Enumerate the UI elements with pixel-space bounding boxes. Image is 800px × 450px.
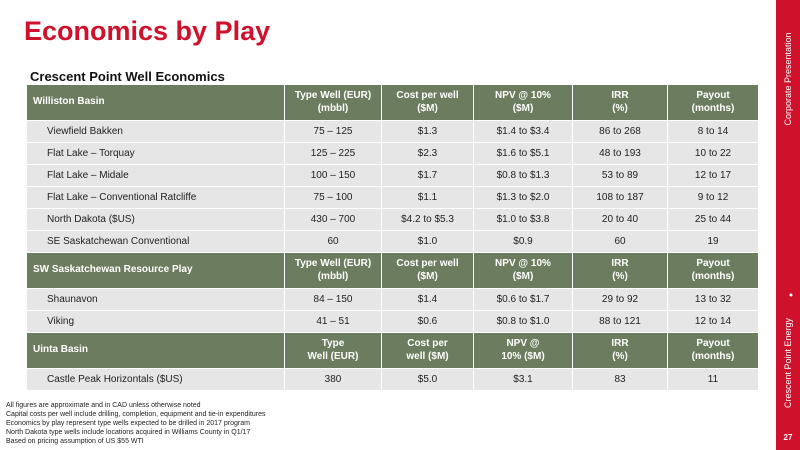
play-name-cell: Castle Peak Horizontals ($US) [27, 369, 285, 391]
value-cell: 9 to 12 [668, 187, 759, 209]
sidebar-top-text: Corporate Presentation [783, 32, 793, 126]
value-cell: 19 [668, 231, 759, 253]
slide-title: Economics by Play [24, 16, 271, 46]
column-header: Type Well (EUR) (mbbl) [285, 85, 382, 121]
value-cell: $3.1 [474, 369, 573, 391]
value-cell: 100 – 150 [285, 165, 382, 187]
value-cell: 430 – 700 [285, 209, 382, 231]
value-cell: $0.9 [474, 231, 573, 253]
value-cell: $2.3 [382, 143, 474, 165]
value-cell: 108 to 187 [573, 187, 668, 209]
value-cell: $1.3 [382, 121, 474, 143]
play-name-cell: Flat Lake – Torquay [27, 143, 285, 165]
value-cell: 88 to 121 [573, 311, 668, 333]
table-row [27, 143, 759, 165]
value-cell: $1.7 [382, 165, 474, 187]
section-header-row [27, 253, 759, 289]
column-header: Payout (months) [668, 85, 759, 121]
value-cell: $4.2 to $5.3 [382, 209, 474, 231]
well-economics-table [26, 84, 759, 391]
column-header: IRR (%) [573, 85, 668, 121]
value-cell: 125 – 225 [285, 143, 382, 165]
value-cell: $1.4 to $3.4 [474, 121, 573, 143]
table-row [27, 289, 759, 311]
column-header: NPV @ 10% ($M) [474, 333, 573, 369]
value-cell: 84 – 150 [285, 289, 382, 311]
value-cell: $1.0 to $3.8 [474, 209, 573, 231]
footnote-line: Capital costs per well include drilling, completion, equipment and tie-in expenditures [6, 411, 266, 418]
column-header: IRR (%) [573, 253, 668, 289]
value-cell: 12 to 17 [668, 165, 759, 187]
section-header-row [27, 85, 759, 121]
value-cell: 48 to 193 [573, 143, 668, 165]
value-cell: 13 to 32 [668, 289, 759, 311]
play-name-cell: North Dakota ($US) [27, 209, 285, 231]
table-row [27, 121, 759, 143]
play-name-cell: SE Saskatchewan Conventional [27, 231, 285, 253]
value-cell: $0.8 to $1.0 [474, 311, 573, 333]
section-name: Williston Basin [27, 85, 285, 121]
footnote-line: All figures are approximate and in CAD unless otherwise noted [6, 402, 201, 409]
table-row [27, 231, 759, 253]
value-cell: $0.8 to $1.3 [474, 165, 573, 187]
play-name-cell: Flat Lake – Midale [27, 165, 285, 187]
value-cell: 11 [668, 369, 759, 391]
value-cell: 60 [573, 231, 668, 253]
footnote-line: North Dakota type wells include locations acquired in Williams County in Q1/17 [6, 429, 251, 436]
section-header-row [27, 333, 759, 369]
section-name: Uinta Basin [27, 333, 285, 369]
value-cell: 20 to 40 [573, 209, 668, 231]
value-cell: $1.6 to $5.1 [474, 143, 573, 165]
play-name-cell: Viewfield Bakken [27, 121, 285, 143]
column-header: Payout (months) [668, 253, 759, 289]
column-header: Cost per well ($M) [382, 85, 474, 121]
value-cell: 29 to 92 [573, 289, 668, 311]
footnotes [6, 401, 266, 446]
value-cell: 10 to 22 [668, 143, 759, 165]
value-cell: 86 to 268 [573, 121, 668, 143]
value-cell: 60 [285, 231, 382, 253]
table-row [27, 209, 759, 231]
table-row [27, 311, 759, 333]
sidebar-bottom-text: Crescent Point Energy [783, 317, 793, 409]
value-cell: 53 to 89 [573, 165, 668, 187]
table-subtitle: Crescent Point Well Economics [30, 69, 225, 84]
table-row [27, 187, 759, 209]
value-cell: $1.4 [382, 289, 474, 311]
column-header: Payout (months) [668, 333, 759, 369]
column-header: Type Well (EUR) (mbbl) [285, 253, 382, 289]
play-name-cell: Shaunavon [27, 289, 285, 311]
table-row [27, 369, 759, 391]
footnote-line: Economics by play represent type wells expected to be drilled in 2017 program [6, 420, 250, 427]
value-cell: 83 [573, 369, 668, 391]
value-cell: $1.3 to $2.0 [474, 187, 573, 209]
value-cell: 380 [285, 369, 382, 391]
column-header: NPV @ 10% ($M) [474, 85, 573, 121]
value-cell: 12 to 14 [668, 311, 759, 333]
column-header: NPV @ 10% ($M) [474, 253, 573, 289]
value-cell: $5.0 [382, 369, 474, 391]
column-header: Type Well (EUR) [285, 333, 382, 369]
column-header: IRR (%) [573, 333, 668, 369]
value-cell: $0.6 [382, 311, 474, 333]
play-name-cell: Flat Lake – Conventional Ratcliffe [27, 187, 285, 209]
value-cell: 75 – 100 [285, 187, 382, 209]
play-name-cell: Viking [27, 311, 285, 333]
table-row [27, 165, 759, 187]
page-number: 27 [783, 433, 793, 442]
crescent-point-logo-icon [781, 286, 795, 304]
value-cell: 25 to 44 [668, 209, 759, 231]
footnote-line: Based on pricing assumption of US $55 WTI [6, 438, 144, 445]
value-cell: 41 – 51 [285, 311, 382, 333]
column-header: Cost per well ($M) [382, 253, 474, 289]
value-cell: $1.1 [382, 187, 474, 209]
value-cell: 8 to 14 [668, 121, 759, 143]
section-name: SW Saskatchewan Resource Play [27, 253, 285, 289]
value-cell: $0.6 to $1.7 [474, 289, 573, 311]
right-sidebar [776, 0, 800, 450]
value-cell: $1.0 [382, 231, 474, 253]
value-cell: 75 – 125 [285, 121, 382, 143]
column-header: Cost per well ($M) [382, 333, 474, 369]
